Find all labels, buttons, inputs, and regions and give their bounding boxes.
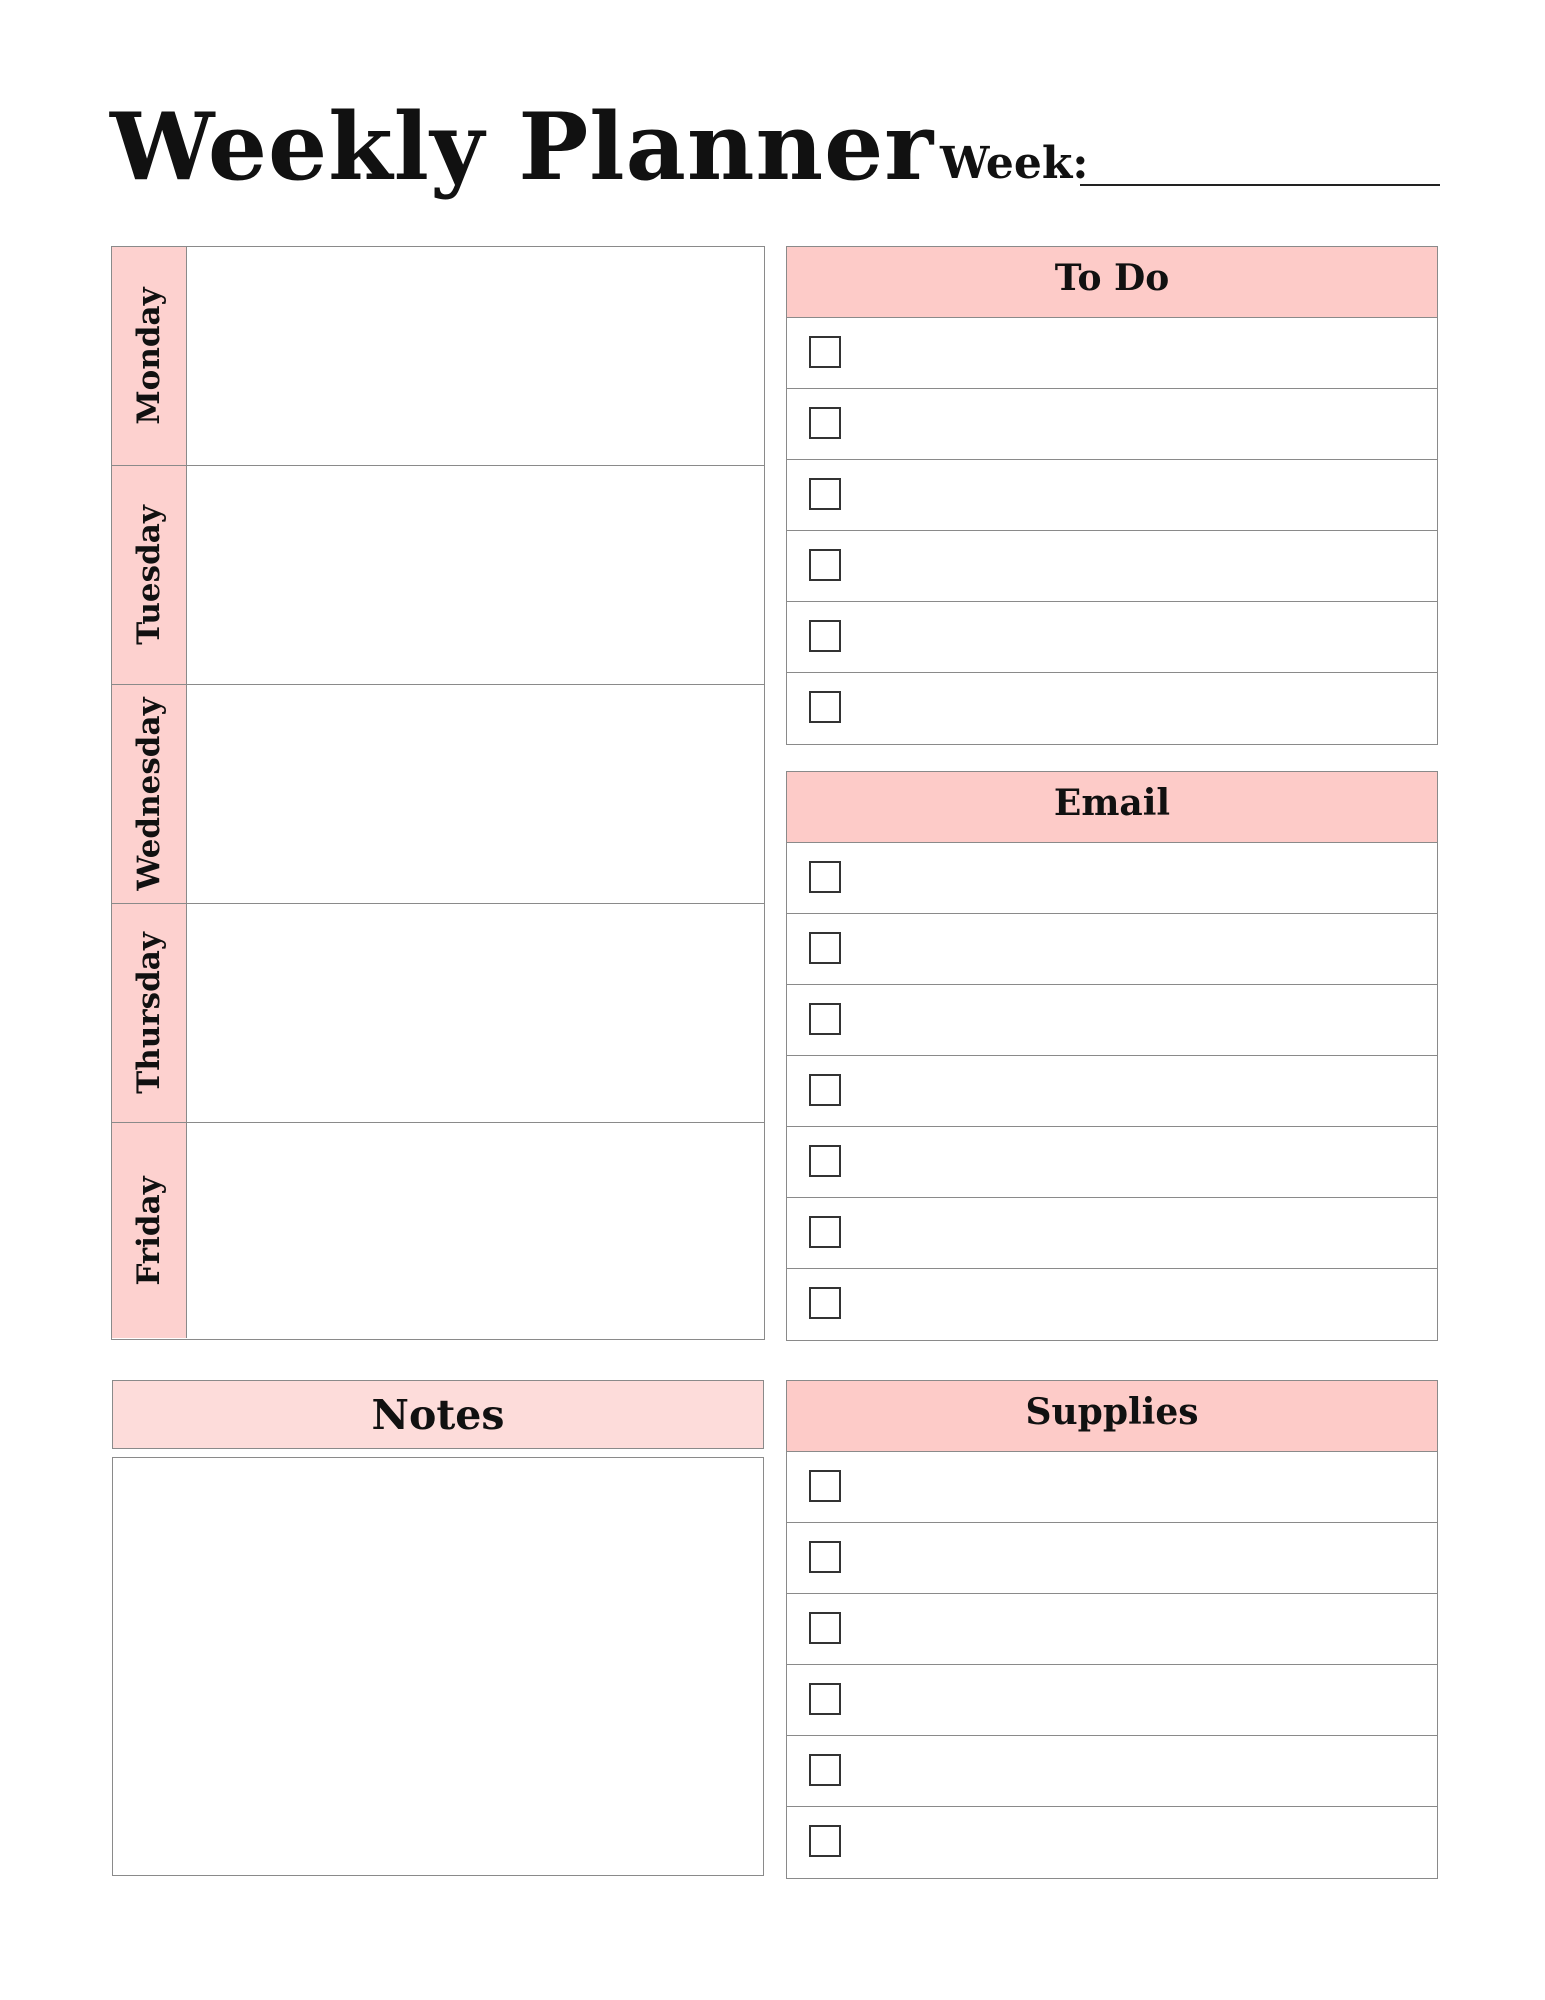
checkbox[interactable] [809,1216,841,1248]
checkbox[interactable] [809,407,841,439]
day-row-friday [112,1123,764,1338]
checklist-row[interactable] [787,1452,1437,1523]
week-label: Week: [940,138,1089,189]
day-tab [112,1123,187,1338]
checkbox[interactable] [809,478,841,510]
day-tab [112,904,187,1122]
days-grid [111,246,765,1340]
day-writing-area[interactable] [187,466,764,684]
checkbox[interactable] [809,861,841,893]
checklist-row[interactable] [787,985,1437,1056]
checklist-row[interactable] [787,1269,1437,1340]
checkbox[interactable] [809,1470,841,1502]
checklist-row[interactable] [787,1594,1437,1665]
checklist-row[interactable] [787,389,1437,460]
day-writing-area[interactable] [187,685,764,903]
checklist-row[interactable] [787,1523,1437,1594]
email-list [787,843,1437,1340]
day-row-monday [112,247,764,466]
notes-area[interactable] [112,1457,764,1876]
checkbox[interactable] [809,336,841,368]
checklist-row[interactable] [787,1056,1437,1127]
checkbox[interactable] [809,1683,841,1715]
checkbox[interactable] [809,1287,841,1319]
page-title: Weekly Planner [110,92,935,201]
checkbox[interactable] [809,1541,841,1573]
checkbox[interactable] [809,1825,841,1857]
checklist-row[interactable] [787,1665,1437,1736]
day-writing-area[interactable] [187,904,764,1122]
checklist-row[interactable] [787,318,1437,389]
checklist-row[interactable] [787,1807,1437,1878]
day-tab [112,466,187,684]
day-writing-area[interactable] [187,247,764,465]
supplies-list [787,1452,1437,1878]
checkbox[interactable] [809,620,841,652]
day-label: Tuesday [131,505,167,645]
day-tab [112,685,187,903]
checkbox[interactable] [809,549,841,581]
day-row-thursday [112,904,764,1123]
supplies-title: Supplies [787,1381,1437,1452]
day-label: Friday [131,1175,167,1286]
week-input-line[interactable] [1080,184,1440,186]
checkbox[interactable] [809,1003,841,1035]
checkbox[interactable] [809,1754,841,1786]
checklist-row[interactable] [787,1736,1437,1807]
checklist-row[interactable] [787,673,1437,744]
day-row-tuesday [112,466,764,685]
checklist-row[interactable] [787,914,1437,985]
checklist-row[interactable] [787,602,1437,673]
checkbox[interactable] [809,1612,841,1644]
checklist-row[interactable] [787,1198,1437,1269]
day-label: Wednesday [131,697,167,891]
checklist-row[interactable] [787,843,1437,914]
day-row-wednesday [112,685,764,904]
day-label: Thursday [131,932,167,1094]
checkbox[interactable] [809,691,841,723]
email-title: Email [787,772,1437,843]
todo-title: To Do [787,247,1437,318]
supplies-box [786,1380,1438,1879]
checkbox[interactable] [809,1074,841,1106]
checkbox[interactable] [809,1145,841,1177]
todo-box [786,246,1438,745]
checkbox[interactable] [809,932,841,964]
day-label: Monday [131,287,167,425]
day-tab [112,247,187,465]
day-writing-area[interactable] [187,1123,764,1338]
checklist-row[interactable] [787,460,1437,531]
notes-title: Notes [112,1380,764,1449]
todo-list [787,318,1437,744]
email-box [786,771,1438,1341]
checklist-row[interactable] [787,531,1437,602]
checklist-row[interactable] [787,1127,1437,1198]
